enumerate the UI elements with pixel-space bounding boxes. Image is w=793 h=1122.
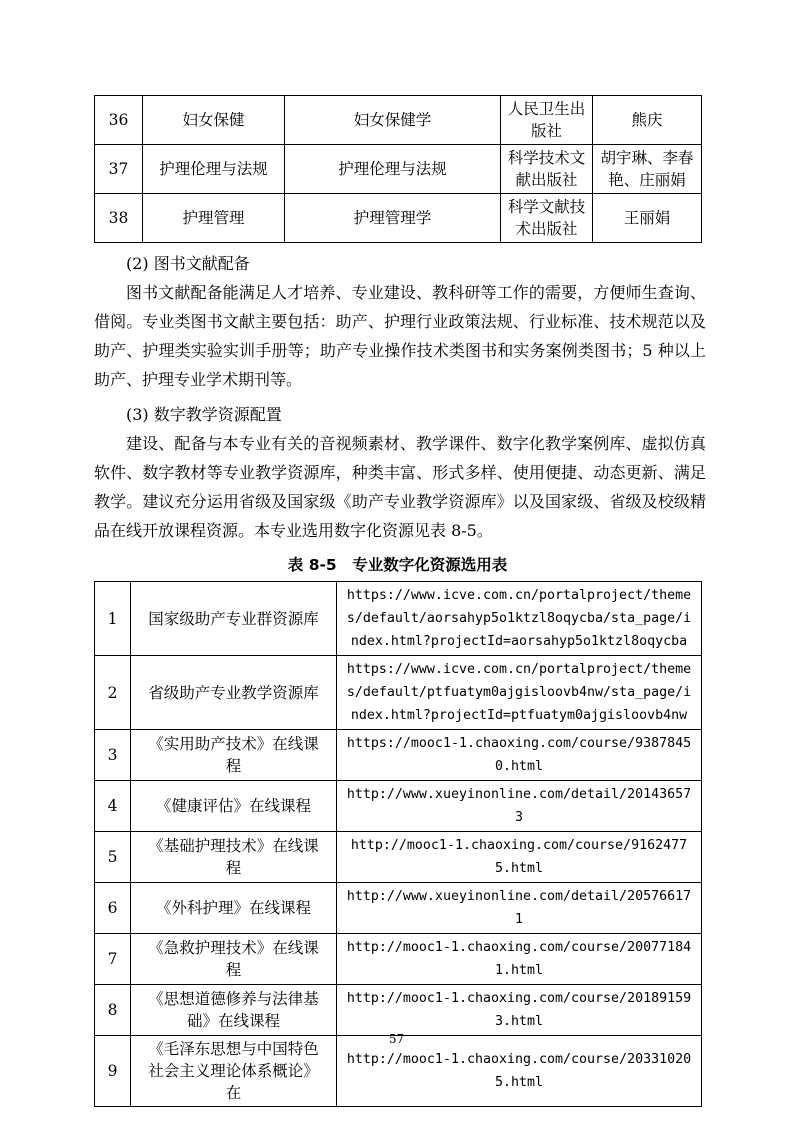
row-number: 2: [95, 656, 131, 730]
table-row: [95, 883, 702, 934]
course-cell: 护理管理: [143, 194, 285, 243]
table-row: [95, 832, 702, 883]
row-number: 4: [95, 781, 131, 832]
resource-url: http://www.xueyinonline.com/detail/201436573: [337, 781, 702, 832]
table-row: [95, 781, 702, 832]
textbook-cell: 护理伦理与法规: [285, 145, 501, 194]
resource-name: 《毛泽东思想与中国特色社会主义理论体系概论》在: [131, 1036, 337, 1107]
section-body-digital: 建设、配备与本专业有关的音视频素材、教学课件、数字化教学案例库、虚拟仿真软件、数字教材等专业教学资源库，种类丰富、形式多样、使用便捷、动态更新、满足教学。建议充分运用省级及国家级《助产专业教学资源库》以及国家级、省级及校级精品在线开放课程资源。本专业选用数字化资源见表 8-5。: [94, 434, 706, 540]
resource-name: 省级助产专业教学资源库: [131, 656, 337, 730]
resource-url: http://mooc1-1.chaoxing.com/course/91624775.html: [337, 832, 702, 883]
resource-name: 《思想道德修养与法律基础》在线课程: [131, 985, 337, 1036]
publisher-cell: 科学技术文献出版社: [501, 145, 593, 194]
table-row: [95, 145, 702, 194]
row-number: 5: [95, 832, 131, 883]
textbook-cell: 妇女保健学: [285, 96, 501, 145]
table-row: [95, 96, 702, 145]
table-row: [95, 1036, 702, 1107]
resource-url: https://mooc1-1.chaoxing.com/course/93878450.html: [337, 730, 702, 781]
resource-name: 《基础护理技术》在线课程: [131, 832, 337, 883]
row-number: 8: [95, 985, 131, 1036]
resource-url: http://mooc1-1.chaoxing.com/course/200771841.html: [337, 934, 702, 985]
section-heading-library: (2) 图书文献配备: [126, 254, 250, 273]
course-cell: 妇女保健: [143, 96, 285, 145]
resource-url: http://www.xueyinonline.com/detail/205766171: [337, 883, 702, 934]
resource-url: https://www.icve.com.cn/portalproject/themes/default/aorsahyp5o1ktzl8oqycba/sta_page/index.html?projectId=aorsahyp5o1ktzl8oqycba: [337, 582, 702, 656]
row-number: 6: [95, 883, 131, 934]
row-number: 38: [95, 194, 143, 243]
resource-url: http://mooc1-1.chaoxing.com/course/203310205.html: [337, 1036, 702, 1107]
publisher-cell: 人民卫生出版社: [501, 96, 593, 145]
author-cell: 熊庆: [593, 96, 702, 145]
textbook-table: [94, 95, 702, 243]
table-row: [95, 194, 702, 243]
table-row: [95, 582, 702, 656]
resource-name: 《外科护理》在线课程: [131, 883, 337, 934]
table-row: [95, 656, 702, 730]
table-row: [95, 934, 702, 985]
publisher-cell: 科学文献技术出版社: [501, 194, 593, 243]
table-caption: 表 8-5 专业数字化资源选用表: [287, 556, 508, 574]
course-cell: 护理伦理与法规: [143, 145, 285, 194]
table-row: [95, 730, 702, 781]
row-number: 1: [95, 582, 131, 656]
resource-table: [94, 581, 702, 1107]
row-number: 36: [95, 96, 143, 145]
author-cell: 王丽娟: [593, 194, 702, 243]
resource-url: https://www.icve.com.cn/portalproject/themes/default/ptfuatym0ajgisloovb4nw/sta_page/index.html?projectId=ptfuatym0ajgisloovb4nw: [337, 656, 702, 730]
author-cell: 胡宇琳、李春艳、庄丽娟: [593, 145, 702, 194]
row-number: 7: [95, 934, 131, 985]
table-row: [95, 985, 702, 1036]
section-body-library: 图书文献配备能满足人才培养、专业建设、教科研等工作的需要，方便师生查询、借阅。专业类图书文献主要包括：助产、护理行业政策法规、行业标准、技术规范以及助产、护理类实验实训手册等；助产专业操作技术类图书和实务案例类图书；5 种以上助产、护理专业学术期刊等。: [94, 283, 706, 389]
row-number: 9: [95, 1036, 131, 1107]
row-number: 3: [95, 730, 131, 781]
section-heading-digital: (3) 数字教学资源配置: [126, 405, 282, 424]
resource-name: 《实用助产技术》在线课程: [131, 730, 337, 781]
resource-name: 《健康评估》在线课程: [131, 781, 337, 832]
row-number: 37: [95, 145, 143, 194]
resource-name: 国家级助产专业群资源库: [131, 582, 337, 656]
textbook-cell: 护理管理学: [285, 194, 501, 243]
resource-name: 《急救护理技术》在线课程: [131, 934, 337, 985]
resource-url: http://mooc1-1.chaoxing.com/course/201891593.html: [337, 985, 702, 1036]
page-number: 57: [388, 1032, 405, 1046]
